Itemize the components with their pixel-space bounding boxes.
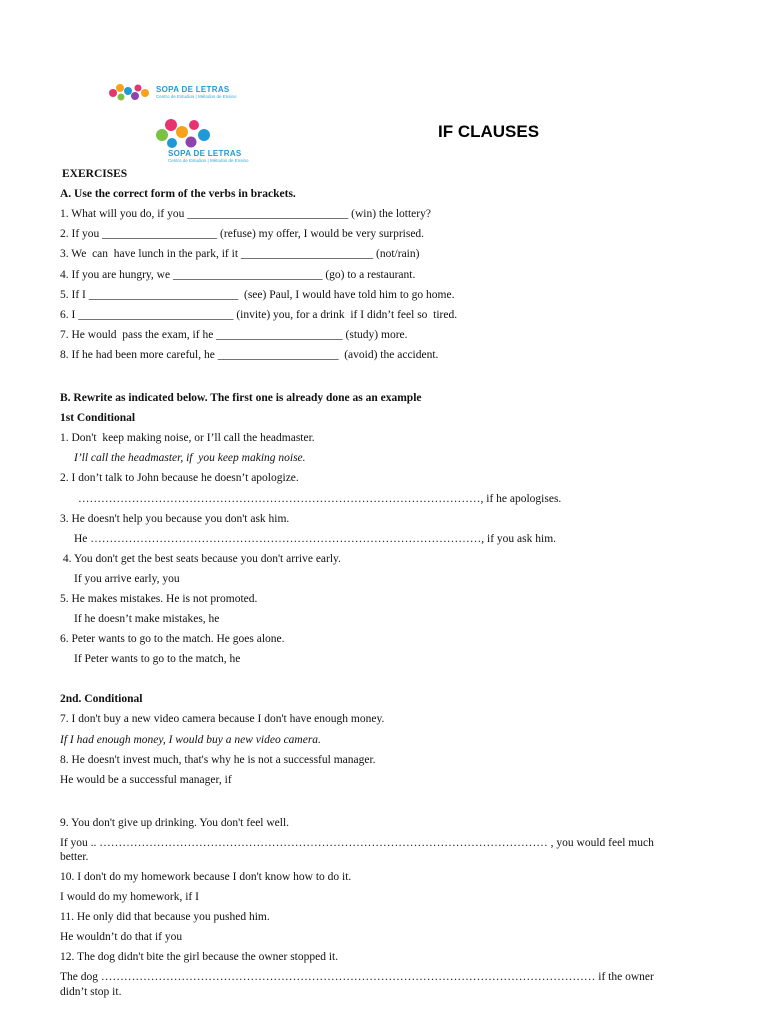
exercise-a-item: 7. He would pass the exam, if he ______________________ (study) more. <box>60 329 408 341</box>
logo-subtitle: Centro de Estudios | Métodos de Ensino <box>156 94 237 100</box>
exercise-b-line: 11. He only did that because you pushed him. <box>60 911 270 923</box>
answer-line: If you .. ……………………………………………………………………………………………………… , you would feel much <box>60 837 654 849</box>
exercise-b-line: 9. You don't give up drinking. You don't feel well. <box>60 817 290 829</box>
first-conditional-label: 1st Conditional <box>60 412 136 424</box>
exercise-a-item: 5. If I __________________________ (see) Paul, I would have told him to go home. <box>60 289 455 301</box>
answer-line: If you arrive early, you <box>74 573 180 585</box>
logo-mark-icon <box>108 82 152 104</box>
exercise-b-line: 10. I don't do my homework because I don't know how to do it. <box>60 871 352 883</box>
exercise-a-item: 8. If he had been more careful, he _____________________ (avoid) the accident. <box>60 349 439 361</box>
second-conditional-label: 2nd. Conditional <box>60 693 143 705</box>
logo-top <box>108 82 236 104</box>
answer-line: If Peter wants to go to the match, he <box>74 653 241 665</box>
exercise-b-line: 5. He makes mistakes. He is not promoted. <box>60 593 258 605</box>
section-a-heading: A. Use the correct form of the verbs in brackets. <box>60 188 296 200</box>
exercise-b-line: 2. I don’t talk to John because he doesn’t apologize. <box>60 472 299 484</box>
answer-line: If he doesn’t make mistakes, he <box>74 613 220 625</box>
answer-line: ……………………………………………………………………………………………, if he apologises. <box>78 493 562 505</box>
answer-line: I would do my homework, if I <box>60 891 199 903</box>
exercises-label: EXERCISES <box>62 168 128 180</box>
exercise-b-line: 3. He doesn't help you because you don't ask him. <box>60 513 290 525</box>
logo-name: SOPA DE LETRAS <box>168 149 242 158</box>
logo-subtitle: Centro de Estudios | Métodos de Ensino <box>168 158 249 163</box>
exercise-b-line: 1. Don't keep making noise, or I’ll call the headmaster. <box>60 432 315 444</box>
exercise-a-item: 4. If you are hungry, we __________________________ (go) to a restaurant. <box>60 269 416 281</box>
answer-line: He would be a successful manager, if <box>60 774 232 786</box>
page-title: IF CLAUSES <box>438 122 540 141</box>
example-answer: If I had enough money, I would buy a new video camera. <box>60 734 321 746</box>
logo-bottom <box>154 106 248 164</box>
exercise-b-line: 12. The dog didn't bite the girl because the owner stopped it. <box>60 951 339 963</box>
answer-line: He wouldn’t do that if you <box>60 931 183 943</box>
answer-line-continued: didn’t stop it. <box>60 986 122 998</box>
answer-line: He …………………………………………………………………………………………, if you ask him. <box>74 533 557 545</box>
example-answer: I’ll call the headmaster, if you keep making noise. <box>74 452 306 464</box>
logo-area <box>62 80 348 163</box>
exercise-b-line: 6. Peter wants to go to the match. He goes alone. <box>60 633 285 645</box>
exercise-a-item: 6. I ___________________________ (invite) you, for a drink if I didn’t feel so tired. <box>60 309 458 321</box>
section-b-heading: B. Rewrite as indicated below. The first one is already done as an example <box>60 392 422 404</box>
logo-name: SOPA DE LETRAS <box>156 85 230 95</box>
answer-line: The dog ………………………………………………………………………………………………………………… if the owner <box>60 971 654 983</box>
exercise-b-line: 7. I don't buy a new video camera because I don't have enough money. <box>60 713 385 725</box>
exercise-b-line: 4. You don't get the best seats because you don't arrive early. <box>60 553 341 565</box>
exercise-a-item: 2. If you ____________________ (refuse) my offer, I would be very surprised. <box>60 228 425 240</box>
answer-line-continued: better. <box>60 851 89 863</box>
exercise-a-item: 1. What will you do, if you ____________________________ (win) the lottery? <box>60 208 431 220</box>
exercise-b-line: 8. He doesn't invest much, that's why he is not a successful manager. <box>60 754 376 766</box>
exercise-a-item: 3. We can have lunch in the park, if it _______________________ (not/rain) <box>60 248 420 260</box>
